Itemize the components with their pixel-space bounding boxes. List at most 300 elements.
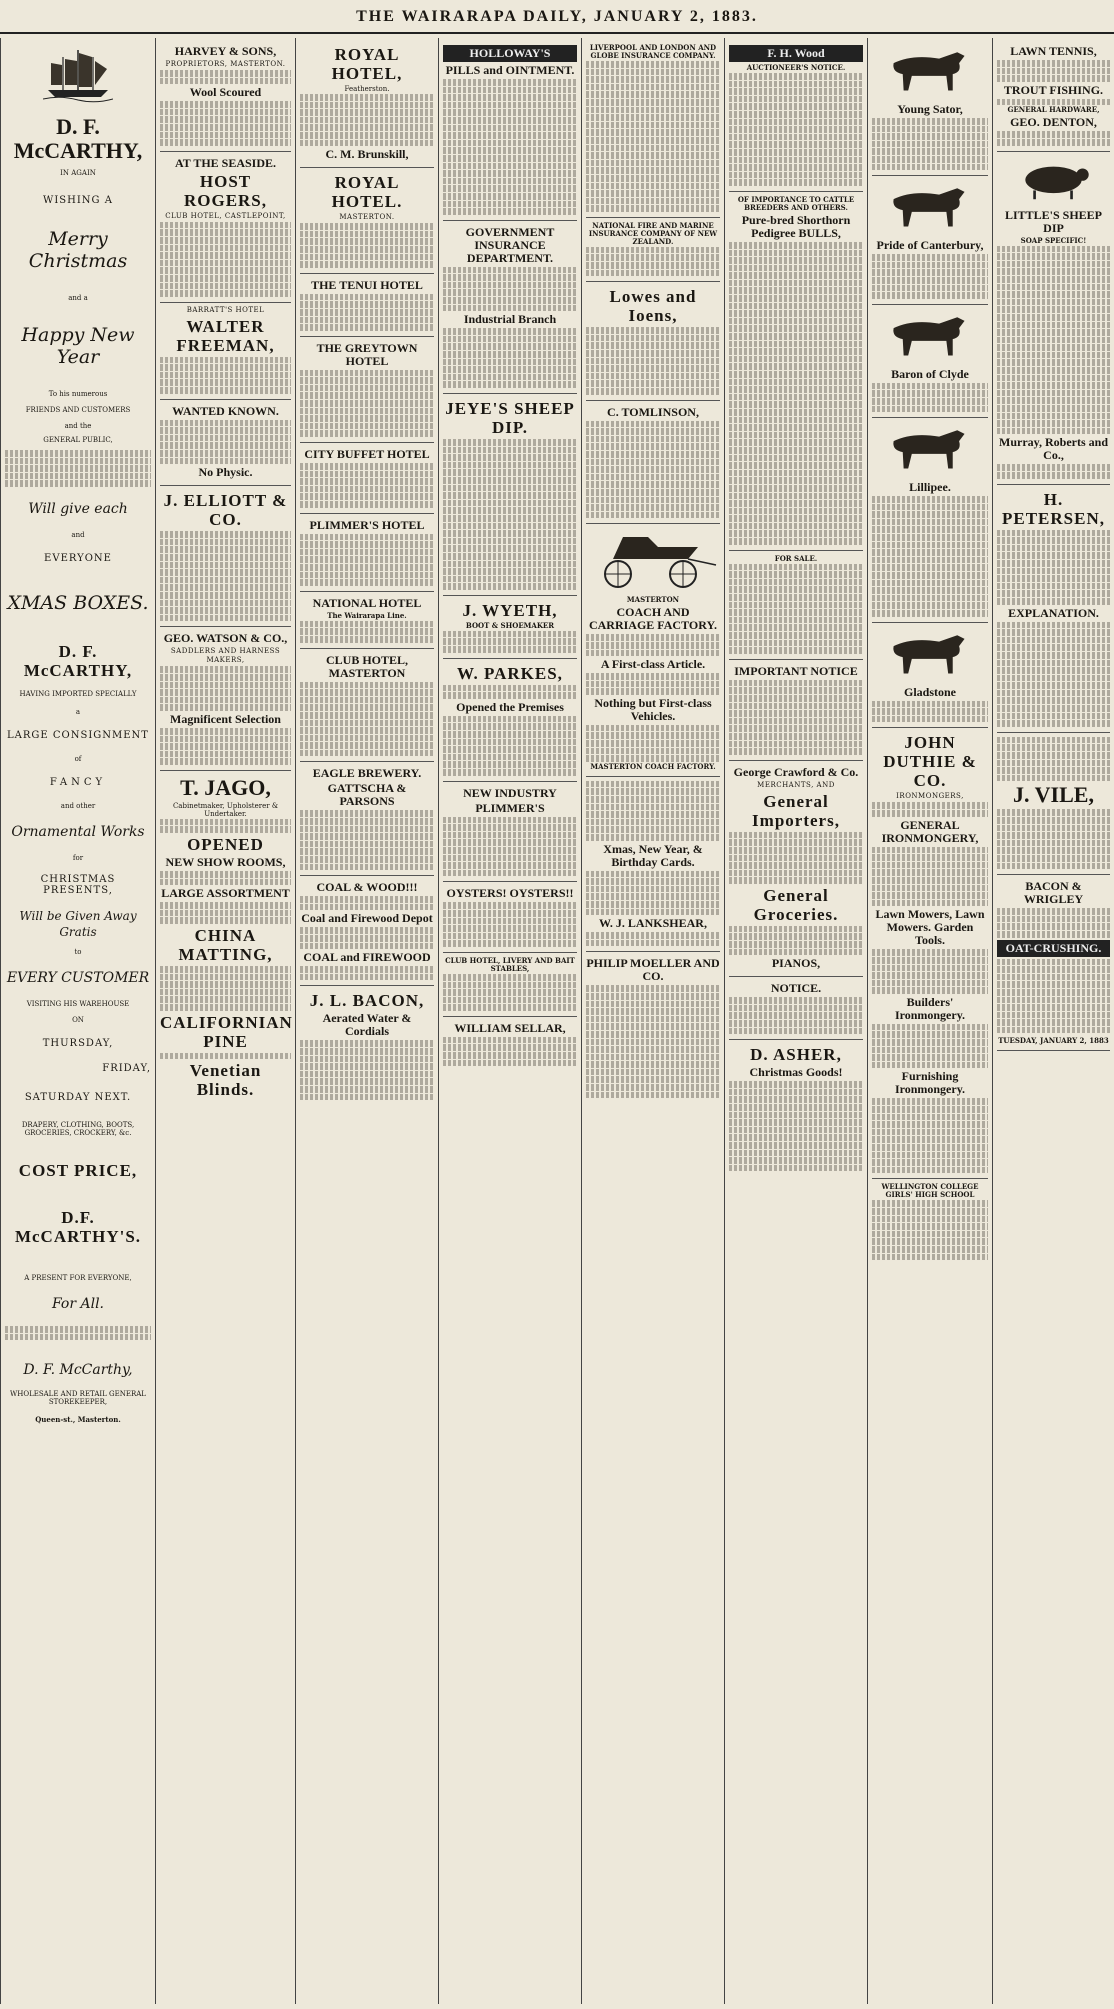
ad-heading: C. TOMLINSON, [607, 404, 699, 419]
text-block [997, 997, 1110, 1004]
text-block [5, 465, 151, 472]
text-block [300, 697, 434, 704]
text-block [872, 1114, 988, 1121]
ad-text: of [74, 754, 82, 763]
text-block [729, 126, 863, 133]
text-block [997, 68, 1110, 75]
text-block [5, 473, 151, 480]
text-block [586, 1023, 720, 1030]
text-block [872, 900, 988, 907]
text-block [729, 926, 863, 933]
text-block [443, 170, 577, 177]
text-block [997, 832, 1110, 839]
ad-heading: PIANOS, [771, 956, 821, 971]
text-block [160, 966, 291, 973]
text-block [443, 297, 577, 304]
text-block [443, 832, 577, 839]
text-block [443, 469, 577, 476]
horse-illustration [872, 45, 988, 95]
text-block [997, 359, 1110, 366]
text-block [160, 132, 291, 139]
ad-heading: T. JAGO, [180, 774, 271, 800]
ad-text: Queen-st., Masterton. [35, 1415, 121, 1425]
text-block [443, 492, 577, 499]
ad-heading: LAWN TENNIS, [1010, 44, 1097, 58]
text-block [872, 610, 988, 617]
text-block [997, 737, 1110, 744]
ad-heading: Nothing but First-class Vehicles. [594, 695, 712, 723]
text-block [872, 141, 988, 148]
text-block [872, 557, 988, 564]
ad-subheading: MERCHANTS, AND [757, 780, 835, 789]
text-block [997, 568, 1110, 575]
text-block [586, 497, 720, 504]
text-block [729, 73, 863, 80]
ad-watson [160, 627, 291, 771]
ad-plimmers-hotel [300, 514, 434, 592]
carriage-illustration [586, 529, 720, 589]
ad-heading: Aerated Water & Cordials [322, 1011, 412, 1039]
ad-subheading: MASTERTON COACH FACTORY. [590, 761, 716, 771]
text-block [300, 377, 434, 384]
ad-text: a [75, 707, 81, 716]
text-block [443, 997, 577, 1004]
ad-heading: Young Sator, [897, 102, 963, 116]
text-block [5, 450, 151, 457]
ad-text: Will give each [28, 500, 128, 517]
text-block [586, 152, 720, 159]
text-block [443, 477, 577, 484]
text-block [997, 760, 1110, 767]
ad-subheading: GENERAL HARDWARE, [1007, 105, 1100, 115]
text-block [443, 989, 577, 996]
text-block [586, 796, 720, 803]
ad-text: EVERY CUSTOMER [6, 969, 150, 986]
text-block [443, 102, 577, 109]
ad-subheading: SADDLERS AND HARNESS MAKERS, [170, 647, 281, 665]
text-block [729, 318, 863, 325]
text-block [443, 538, 577, 545]
text-block [729, 703, 863, 710]
text-block [300, 742, 434, 749]
text-block [997, 744, 1110, 751]
ad-heading: MASTERTON [626, 595, 680, 605]
text-block [160, 364, 291, 371]
text-block [443, 351, 577, 358]
text-block [300, 1071, 434, 1078]
text-block [586, 834, 720, 841]
text-block [160, 682, 291, 689]
text-block [160, 666, 291, 673]
text-block [729, 1134, 863, 1141]
ad-text: and [71, 530, 85, 539]
text-block [729, 379, 863, 386]
text-block [586, 198, 720, 205]
ad-heading: COACH AND CARRIAGE FACTORY. [588, 605, 718, 633]
ad-heading: JOHN DUTHIE & CO. [883, 733, 977, 791]
ad-heading: Murray, Roberts and Co., [999, 435, 1108, 463]
text-block [872, 1129, 988, 1136]
ad-heading: COAL and FIREWOOD [303, 950, 431, 965]
text-block [300, 370, 434, 377]
ad-text: for [72, 853, 84, 862]
ad-lankshear [586, 777, 720, 953]
text-block [160, 584, 291, 591]
text-block [160, 222, 291, 229]
text-block [872, 285, 988, 292]
text-block [300, 636, 434, 643]
text-block [872, 1246, 988, 1253]
text-block [729, 96, 863, 103]
text-block [729, 394, 863, 401]
ad-eagle-brewery [300, 762, 434, 876]
text-block [443, 193, 577, 200]
text-block [729, 179, 863, 186]
ad-heading: CITY BUFFET HOTEL [304, 447, 430, 462]
text-block [160, 260, 291, 267]
text-block [872, 398, 988, 405]
ad-pride-canterbury [872, 176, 988, 305]
text-block [997, 405, 1110, 412]
text-block [443, 761, 577, 768]
text-block [586, 993, 720, 1000]
text-block [443, 847, 577, 854]
text-block [300, 856, 434, 863]
column-5 [581, 38, 724, 2004]
ad-liverpool [586, 40, 720, 218]
text-block [729, 164, 863, 171]
text-block [160, 697, 291, 704]
ad-heading: J. L. BACON, [309, 991, 425, 1011]
column-4 [438, 38, 581, 2004]
ad-heading: Builders' Ironmongery. [894, 994, 966, 1022]
ad-heading: NEW INDUSTRY [463, 785, 557, 800]
text-block [872, 1254, 988, 1261]
ad-subheading: The Wairarapa Line. [327, 610, 407, 620]
text-block [443, 155, 577, 162]
text-block [729, 602, 863, 609]
text-block [586, 380, 720, 387]
text-block [443, 855, 577, 862]
ad-heading: No Physic. [198, 465, 253, 480]
text-block [300, 848, 434, 855]
text-block [443, 163, 577, 170]
ad-text: VISITING HIS WAREHOUSE [26, 999, 130, 1008]
text-block [300, 124, 434, 131]
ad-jago [160, 771, 291, 1105]
ad-heading: PLIMMER'S [475, 800, 545, 815]
text-block [160, 290, 291, 297]
text-block [997, 397, 1110, 404]
text-block [997, 367, 1110, 374]
text-block [443, 824, 577, 831]
text-block [586, 1001, 720, 1008]
text-block [872, 1238, 988, 1245]
text-block [872, 957, 988, 964]
horse-illustration [872, 310, 988, 360]
text-block [300, 478, 434, 485]
ad-heading: AT THE SEASIDE. [174, 155, 277, 170]
text-block [586, 826, 720, 833]
ad-heading: W. PARKES, [457, 663, 563, 683]
ad-heading: PHILIP MOELLER AND CO. [586, 956, 720, 984]
text-block [160, 420, 291, 427]
text-block [997, 322, 1110, 329]
text-block [872, 1144, 988, 1151]
text-block [872, 1031, 988, 1038]
text-block [997, 590, 1110, 597]
text-block [160, 450, 291, 457]
text-block [160, 902, 291, 909]
text-block [586, 650, 720, 657]
text-block [300, 415, 434, 422]
text-block [300, 430, 434, 437]
text-block [443, 462, 577, 469]
text-block [300, 501, 434, 508]
ad-text: GENERAL PUBLIC, [43, 436, 113, 444]
text-block [586, 99, 720, 106]
ad-heading: JEYE'S SHEEP DIP. [445, 399, 575, 437]
ad-text: SATURDAY NEXT. [24, 1091, 132, 1103]
text-block [586, 129, 720, 136]
text-block [997, 276, 1110, 283]
text-block [160, 539, 291, 546]
text-block [872, 164, 988, 171]
ad-heading: Pure-bred Shorthorn Pedigree BULLS, [741, 212, 851, 240]
text-block [586, 788, 720, 795]
text-block [443, 646, 577, 653]
text-block [160, 615, 291, 622]
text-block [997, 916, 1110, 923]
ad-heading: George Crawford & Co. [733, 764, 859, 779]
text-block [729, 341, 863, 348]
text-block [872, 980, 988, 987]
text-block [586, 84, 720, 91]
ad-heading: WANTED KNOWN. [172, 403, 279, 418]
text-block [443, 515, 577, 522]
text-block [997, 299, 1110, 306]
text-block [300, 826, 434, 833]
column-3 [295, 38, 438, 2004]
text-block [443, 94, 577, 101]
text-block [729, 594, 863, 601]
text-block [729, 877, 863, 884]
text-block [729, 933, 863, 940]
text-block [586, 681, 720, 688]
ad-jeyes [443, 394, 577, 596]
text-block [160, 981, 291, 988]
ad-heading: D. ASHER, [750, 1045, 842, 1065]
text-block [443, 1037, 577, 1044]
text-block [443, 381, 577, 388]
sheep-illustration [997, 157, 1110, 201]
text-block [160, 569, 291, 576]
text-block [443, 109, 577, 116]
ad-subheading: MASTERTON. [339, 213, 395, 222]
text-block [729, 647, 863, 654]
text-block [586, 481, 720, 488]
text-block [443, 282, 577, 289]
ad-crawford [729, 761, 863, 978]
ad-greytown [300, 337, 434, 443]
text-block [729, 680, 863, 687]
text-block [729, 862, 863, 869]
ad-heading: Lillipee. [909, 480, 951, 495]
text-block [729, 1081, 863, 1088]
ad-coach-factory [586, 524, 720, 777]
masthead [0, 0, 1114, 34]
ad-heading: GEO. WATSON & CO., [163, 631, 288, 646]
ad-heading: CLUB HOTEL, MASTERTON [325, 652, 409, 680]
text-block [729, 870, 863, 877]
text-block [586, 819, 720, 826]
text-block [586, 451, 720, 458]
text-block [160, 974, 291, 981]
text-block [729, 832, 863, 839]
text-block [729, 134, 863, 141]
text-block [729, 303, 863, 310]
text-block [872, 549, 988, 556]
text-block [586, 878, 720, 885]
text-block [997, 246, 1110, 253]
text-block [997, 690, 1110, 697]
text-block [300, 231, 434, 238]
text-block [300, 102, 434, 109]
text-block [872, 572, 988, 579]
text-block [729, 310, 863, 317]
text-block [300, 400, 434, 407]
ad-coal-wood [300, 876, 434, 986]
text-block [586, 504, 720, 511]
text-block [443, 817, 577, 824]
ad-heading: TROUT FISHING. [1003, 82, 1104, 97]
text-block [872, 1062, 988, 1069]
ad-vile [997, 733, 1110, 875]
ad-heading: GOVERNMENT INSURANCE DEPARTMENT. [465, 224, 555, 265]
text-block [443, 366, 577, 373]
text-block [160, 245, 291, 252]
text-block [300, 317, 434, 324]
text-block [160, 989, 291, 996]
text-block [160, 124, 291, 131]
text-block [729, 710, 863, 717]
text-block [997, 923, 1110, 930]
text-block [872, 254, 988, 261]
text-block [729, 538, 863, 545]
text-block [997, 291, 1110, 298]
text-block [443, 933, 577, 940]
text-block [586, 122, 720, 129]
text-block [300, 324, 434, 331]
text-block [443, 561, 577, 568]
text-block [872, 949, 988, 956]
ad-heading: GATTSCHA & PARSONS [327, 781, 407, 809]
text-block [586, 634, 720, 641]
ad-text: WISHING A [43, 195, 113, 206]
text-block [729, 172, 863, 179]
text-block [997, 337, 1110, 344]
text-block [443, 638, 577, 645]
text-block [443, 568, 577, 575]
text-block [872, 802, 988, 809]
text-block [729, 500, 863, 507]
text-block [586, 107, 720, 114]
ad-text: DRAPERY, CLOTHING, BOOTS, GROCERIES, CROCKERY, &c. [21, 1120, 135, 1137]
ad-text: For All. [51, 1295, 105, 1312]
text-block [300, 727, 434, 734]
text-block [586, 725, 720, 732]
text-block [443, 746, 577, 753]
ad-heading: WALTER FREEMAN, [176, 316, 275, 355]
text-block [300, 943, 434, 950]
text-block [160, 826, 291, 833]
text-block [586, 755, 720, 762]
text-block [729, 941, 863, 948]
text-block [997, 931, 1110, 938]
text-block [443, 862, 577, 869]
text-block [586, 205, 720, 212]
text-block [300, 493, 434, 500]
text-block [729, 325, 863, 332]
text-block [300, 261, 434, 268]
text-block [586, 175, 720, 182]
text-block [300, 1040, 434, 1047]
text-block [997, 974, 1110, 981]
text-block [300, 549, 434, 556]
text-block [729, 687, 863, 694]
text-block [300, 818, 434, 825]
text-block [443, 685, 577, 692]
text-block [300, 1078, 434, 1085]
text-block [997, 268, 1110, 275]
text-block [729, 348, 863, 355]
text-block [443, 769, 577, 776]
text-block [300, 486, 434, 493]
text-block [443, 336, 577, 343]
text-block [729, 632, 863, 639]
text-block [300, 735, 434, 742]
text-block [872, 972, 988, 979]
text-block [997, 560, 1110, 567]
text-block [443, 178, 577, 185]
ad-text: and other [60, 801, 96, 810]
text-block [5, 458, 151, 465]
text-block [729, 515, 863, 522]
text-block [997, 1027, 1110, 1034]
text-block [586, 642, 720, 649]
text-block [300, 385, 434, 392]
text-block [872, 1208, 988, 1215]
text-block [997, 329, 1110, 336]
ad-subheading: FOR SALE. [774, 553, 818, 563]
text-block [997, 284, 1110, 291]
text-block [729, 81, 863, 88]
text-block [997, 847, 1110, 854]
text-block [443, 910, 577, 917]
ad-heading: PILLS and OINTMENT. [445, 63, 575, 77]
text-block [443, 343, 577, 350]
text-block [729, 447, 863, 454]
text-block [729, 1150, 863, 1157]
text-block [443, 692, 577, 699]
text-block [586, 114, 720, 121]
text-block [443, 1060, 577, 1067]
text-block [997, 75, 1110, 82]
text-block [872, 406, 988, 413]
ad-subheading: Cabinetmaker, Upholsterer & Undertaker. [172, 801, 279, 818]
text-block [729, 265, 863, 272]
ad-heading: GENERAL IRONMONGERY, [881, 817, 979, 845]
